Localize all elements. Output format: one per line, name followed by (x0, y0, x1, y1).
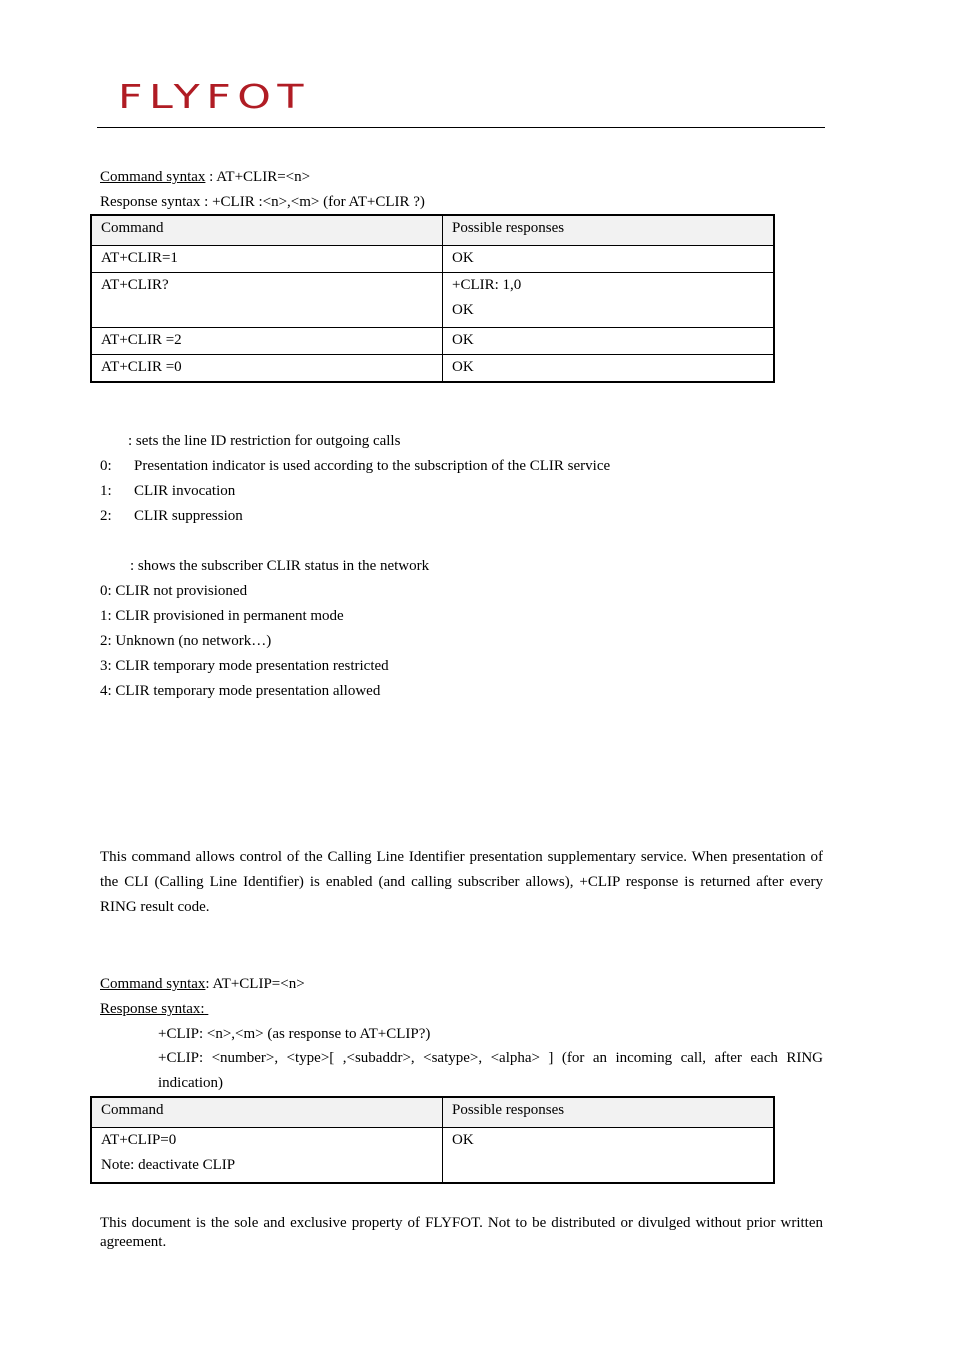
header-divider (97, 127, 825, 128)
list-item: 0: Presentation indicator is used according to the subscription of the CLIR service (100, 458, 611, 474)
table-cell-command: AT+CLIP=0 Note: deactivate CLIP (91, 1128, 443, 1184)
table-cell-response: OK (443, 328, 775, 355)
table-cell-response: OK (443, 1128, 775, 1184)
list-item: 0: CLIR not provisioned (100, 583, 248, 599)
list-item: 3: CLIR temporary mode presentation restricted (100, 658, 389, 674)
table-cell-command: AT+CLIR? (91, 273, 443, 328)
list-item: 4: CLIR temporary mode presentation allowed (100, 683, 381, 699)
table-cell-command: AT+CLIR =0 (91, 355, 443, 383)
clir-command-table (90, 214, 775, 383)
clip-command-syntax: Command syntax: AT+CLIP=<n> (100, 976, 305, 992)
clir-command-syntax: Command syntax : AT+CLIR=<n> (100, 169, 311, 185)
table-cell-command: AT+CLIR =2 (91, 328, 443, 355)
table-cell-response: OK (443, 355, 775, 383)
clir-response-syntax: Response syntax : +CLIR :<n>,<m> (for AT+CLIR ?) (100, 194, 425, 210)
clip-response-line: +CLIP: <number>, <type>[ ,<subaddr>, <satype>, <alpha> ] (for an incoming call, after each RING indication) (158, 1050, 823, 1091)
table-row (91, 328, 774, 355)
table-header-row (91, 215, 774, 246)
table-header-responses: Possible responses (443, 215, 775, 246)
clip-response-syntax-label: Response syntax: (100, 1001, 205, 1017)
list-item: 2: Unknown (no network…) (100, 633, 272, 649)
flyfot-logo (118, 80, 314, 112)
clip-command-table (90, 1096, 775, 1184)
n-parameter-description: : sets the line ID restriction for outgoing calls (128, 433, 401, 449)
clip-response-line: +CLIP: <n>,<m> (as response to AT+CLIP?) (158, 1026, 431, 1042)
table-header-command: Command (91, 1097, 443, 1128)
table-cell-response: +CLIR: 1,0 OK (443, 273, 775, 328)
table-row (91, 246, 774, 273)
table-header-row (91, 1097, 774, 1128)
footer-notice: This document is the sole and exclusive property of FLYFOT. Not to be distributed or divulged without prior written agreement. (100, 1215, 823, 1250)
m-parameter-description: : shows the subscriber CLIR status in the network (130, 558, 430, 574)
table-header-responses: Possible responses (443, 1097, 775, 1128)
table-cell-command: AT+CLIR=1 (91, 246, 443, 273)
table-row (91, 1128, 774, 1184)
list-item: 2: CLIR suppression (100, 508, 243, 524)
table-row (91, 355, 774, 383)
table-header-command: Command (91, 215, 443, 246)
svg-text:FLYFOT: FLYFOT (118, 80, 310, 112)
list-item: 1: CLIR invocation (100, 483, 236, 499)
table-cell-response: OK (443, 246, 775, 273)
clip-description: This command allows control of the Calling Line Identifier presentation supplementary service. When presentation of the CLI (Calling Line Identifier) is enabled (and calling subscriber allows), +CLIP response is returned after every RING result code. (100, 849, 823, 915)
table-row (91, 273, 774, 328)
list-item: 1: CLIR provisioned in permanent mode (100, 608, 344, 624)
